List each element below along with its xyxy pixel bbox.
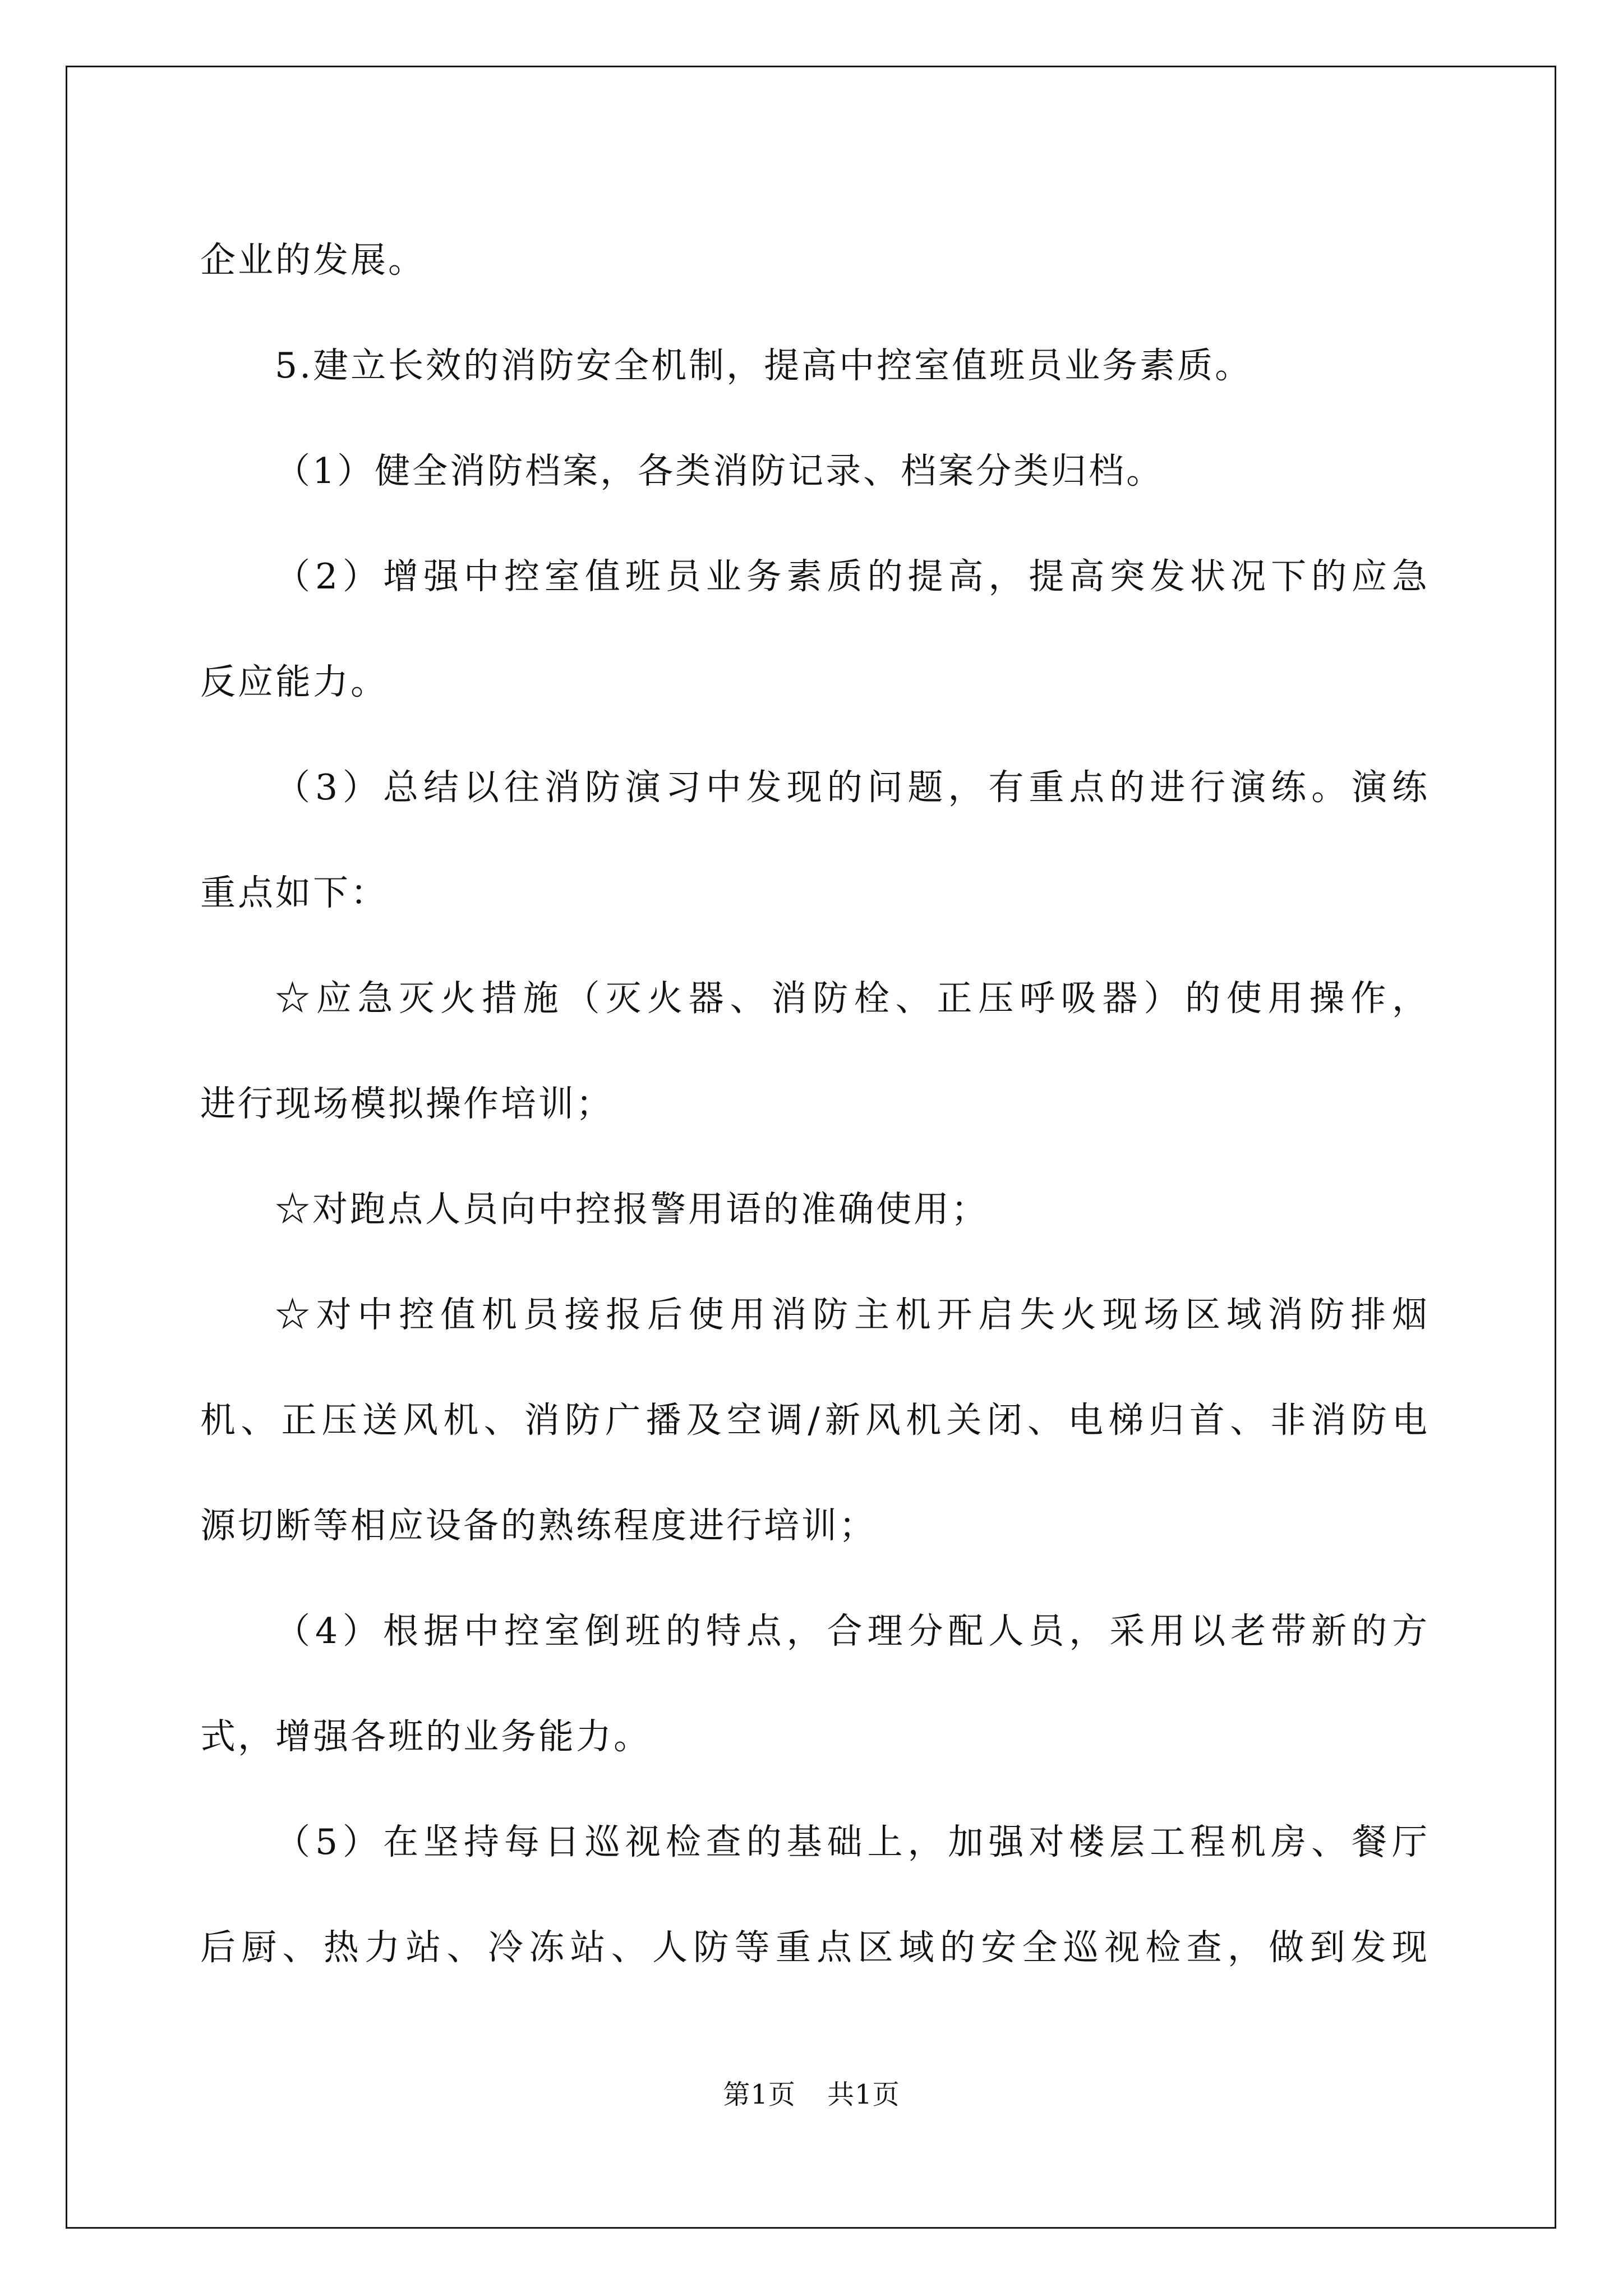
paragraph-line: 反应能力。 [200, 661, 388, 702]
paragraph-line: 源切断等相应设备的熟练程度进行培训； [200, 1505, 877, 1546]
paragraph-line: 重点如下： [200, 872, 388, 913]
paragraph-line: （3）总结以往消防演习中发现的问题，有重点的进行演练。演练 [275, 767, 1430, 808]
paragraph-line: 企业的发展。 [200, 240, 426, 280]
document-body [200, 208, 1430, 2000]
paragraph-line: （1）健全消防档案，各类消防记录、档案分类归档。 [275, 450, 1164, 491]
paragraph-line: ☆应急灭火措施（灭火器、消防栓、正压呼吸器）的使用操作， [275, 978, 1430, 1019]
paragraph-line: （2）增强中控室值班员业务素质的提高，提高突发状况下的应急 [275, 556, 1430, 597]
paragraph-line: 5.建立长效的消防安全机制，提高中控室值班员业务素质。 [275, 345, 1253, 386]
paragraph-line: （5）在坚持每日巡视检查的基础上，加强对楼层工程机房、餐厅 [275, 1821, 1430, 1862]
paragraph-line: 机、正压送风机、消防广播及空调/新风机关闭、电梯归首、非消防电 [200, 1400, 1430, 1441]
paragraph-line: ☆对中控值机员接报后使用消防主机开启失火现场区域消防排烟 [275, 1294, 1430, 1335]
paragraph-line: 后厨、热力站、冷冻站、人防等重点区域的安全巡视检查，做到发现 [200, 1927, 1430, 1968]
paragraph-line: （4）根据中控室倒班的特点，合理分配人员，采用以老带新的方 [275, 1611, 1430, 1651]
paragraph-line: 进行现场模拟操作培训； [200, 1083, 614, 1124]
page-number: 第1页 [723, 2079, 796, 2110]
page-total: 共1页 [827, 2079, 900, 2110]
paragraph-line: 式，增强各班的业务能力。 [200, 1716, 651, 1757]
page-footer [0, 2073, 1623, 2111]
paragraph-line: ☆对跑点人员向中控报警用语的准确使用； [275, 1189, 989, 1230]
